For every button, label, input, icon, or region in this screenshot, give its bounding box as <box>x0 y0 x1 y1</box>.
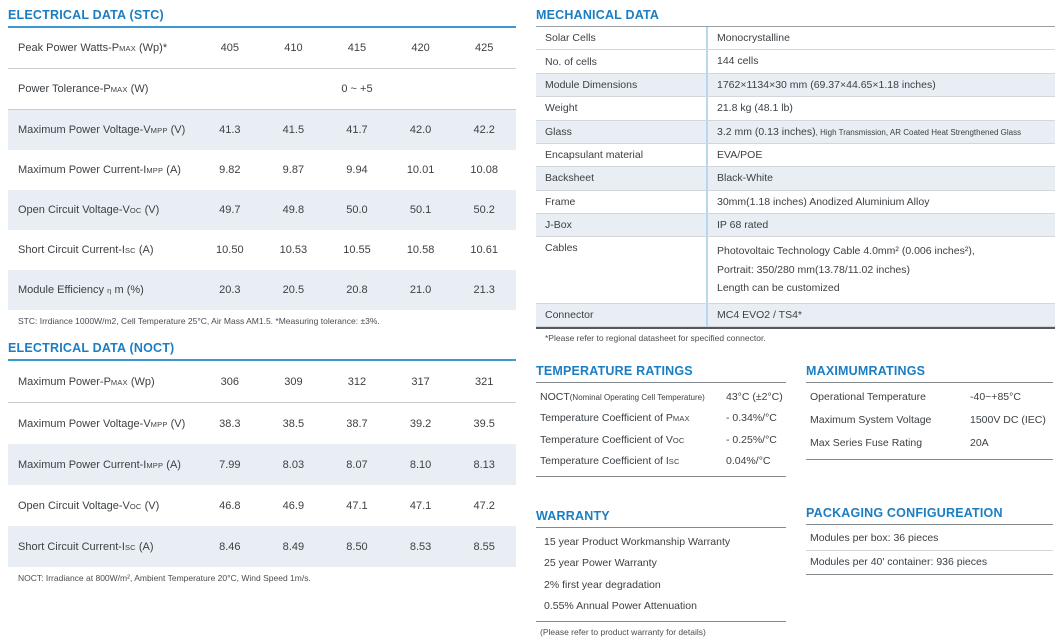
list-item: 25 year Power Warranty <box>544 557 657 570</box>
row-value: 10.01 <box>406 164 435 176</box>
stc-footnote: STC: Irrdiance 1000W/m2, Cell Temperature 25°C, Air Mass AM1.5. *Measuring tolerance: ±3%. <box>18 316 380 326</box>
row-value: 20.8 <box>346 284 368 296</box>
text-segment: (V) <box>167 417 186 430</box>
text-segment: 30mm(1.18 inches) Anodized Aluminium Alloy <box>717 195 930 208</box>
row-value-text <box>717 306 1055 324</box>
row-value: 20.3 <box>219 284 241 296</box>
row-value: 47.1 <box>409 499 432 512</box>
row-value <box>706 144 1055 166</box>
row-label: Weight <box>545 102 578 115</box>
row-value: 10.55 <box>343 244 371 256</box>
text-segment: Short Circuit Current-I <box>18 540 125 553</box>
row-label <box>540 455 726 467</box>
spec-row <box>8 361 516 403</box>
packaging-title: PACKAGING CONFIGUREATION <box>806 504 1053 525</box>
text-segment: 1762×1134×30 mm (69.37×44.65×1.18 inches) <box>717 78 936 91</box>
row-label <box>8 284 198 296</box>
row-label <box>8 500 198 512</box>
text-segment: MC4 EVO2 / TS4* <box>717 308 803 321</box>
spec-row <box>8 69 516 110</box>
warranty-footnote: (Please refer to product warranty for details) <box>540 626 706 637</box>
row-value-text <box>717 99 1055 117</box>
row-value-text <box>717 76 1055 94</box>
text-segment: (Nominal Operating Cell Temperature) <box>569 392 705 402</box>
row-value: 47.2 <box>473 499 495 512</box>
row-label <box>540 434 726 446</box>
row-label <box>8 42 198 54</box>
row-label: J-Box <box>545 219 572 232</box>
text-segment: MPP <box>146 460 164 470</box>
text-segment: SC <box>668 457 680 467</box>
list-item: 0.55% Annual Power Attenuation <box>544 600 697 613</box>
text-segment: Maximum Power Voltage-V <box>18 417 151 430</box>
row-label <box>8 204 198 216</box>
row-value: 309 <box>284 375 303 388</box>
row-label: Glass <box>545 125 572 138</box>
text-segment: Maximum Power Current-I <box>18 164 147 176</box>
text-segment: IP 68 rated <box>717 219 769 231</box>
row-value: 1500V DC (IEC) <box>970 414 1046 427</box>
row-label <box>810 414 970 426</box>
noct-title: ELECTRICAL DATA (NOCT) <box>8 339 516 361</box>
row-value: 10.58 <box>406 244 435 256</box>
row-value-text <box>717 123 1055 141</box>
spec-row <box>540 386 786 408</box>
text-segment: MPP <box>150 419 168 429</box>
text-segment: Black-White <box>717 172 774 185</box>
row-value: 9.87 <box>282 164 305 176</box>
row-value: 8.55 <box>473 540 495 553</box>
section-temperature-ratings <box>536 362 786 477</box>
row-value <box>706 191 1055 213</box>
row-value: 38.5 <box>282 417 305 430</box>
row-value: 420 <box>411 42 430 54</box>
row-value: 410 <box>284 42 303 54</box>
row-value: 8.49 <box>282 540 305 553</box>
section-mechanical <box>536 6 1055 343</box>
mechanical-row <box>536 167 1055 190</box>
text-segment: Maximum Power-P <box>18 375 111 388</box>
mechanical-table <box>536 26 1055 329</box>
row-label <box>8 124 198 136</box>
left-column <box>8 6 516 637</box>
row-label <box>810 437 970 449</box>
row-value <box>706 237 1055 302</box>
text-segment: (A) <box>135 540 154 553</box>
row-value: 46.9 <box>282 499 305 512</box>
row-label: Cables <box>545 242 578 255</box>
text-segment: (V) <box>141 204 160 216</box>
mechanical-row <box>536 214 1055 237</box>
temperature-title: TEMPERATURE RATINGS <box>536 362 786 383</box>
row-label <box>810 391 970 403</box>
row-value <box>706 74 1055 96</box>
row-value-text <box>717 169 1055 187</box>
text-segment: EVA/POE <box>717 148 763 161</box>
text-segment: SC <box>124 246 136 255</box>
row-value: 321 <box>474 375 494 388</box>
row-value <box>706 97 1055 119</box>
text-segment: OC <box>129 501 142 511</box>
row-label <box>8 541 198 553</box>
text-segment: Peak Power Watts-P <box>18 42 120 54</box>
row-value: 10.50 <box>216 244 244 256</box>
spec-row <box>8 403 516 444</box>
row-value-text <box>717 242 1055 297</box>
row-value: 46.8 <box>219 499 241 512</box>
row-value: 39.5 <box>473 417 495 430</box>
row-value-text <box>717 193 1055 211</box>
text-segment: 21.8 kg (48.1 lb) <box>717 102 793 115</box>
text-segment: Temperature Coefficient of V <box>540 433 673 446</box>
row-value: 8.07 <box>346 458 368 471</box>
row-value: 8.03 <box>282 458 305 471</box>
row-label: No. of cells <box>545 55 597 68</box>
mechanical-footnote: *Please refer to regional datasheet for specified connector. <box>545 332 766 343</box>
row-value-text <box>717 29 1055 47</box>
spec-row <box>8 526 516 567</box>
row-label: Solar Cells <box>545 32 596 45</box>
spec-row <box>810 386 1053 409</box>
row-value: 8.50 <box>346 540 368 553</box>
text-segment: MPP <box>150 126 168 135</box>
row-label <box>8 83 198 95</box>
text-segment: (A) <box>163 164 181 176</box>
row-value: 49.7 <box>219 204 241 216</box>
row-value: 50.0 <box>346 204 368 216</box>
text-segment: Max Series Fuse Rating <box>810 437 923 450</box>
mechanical-row <box>536 50 1055 73</box>
spec-row <box>8 28 516 69</box>
row-value: 41.3 <box>219 124 241 136</box>
mechanical-row <box>536 27 1055 50</box>
spec-row <box>8 444 516 485</box>
mechanical-row <box>536 304 1055 327</box>
row-value: 50.1 <box>409 204 432 216</box>
text-segment: (Wp) <box>127 375 155 388</box>
row-value: 10.53 <box>279 244 308 256</box>
noct-table <box>8 361 516 567</box>
row-value: 42.2 <box>473 124 495 136</box>
text-segment: MAX <box>672 414 690 424</box>
row-value: 21.0 <box>409 284 432 296</box>
mechanical-row <box>536 74 1055 97</box>
row-value: 10.08 <box>470 164 498 176</box>
packaging-list <box>806 525 1053 575</box>
row-value <box>706 304 1055 326</box>
spec-row <box>8 150 516 190</box>
mechanical-row <box>536 97 1055 120</box>
row-value: 0 ~ +5 <box>341 83 373 95</box>
text-segment: (Wp)* <box>135 42 168 54</box>
row-value: 312 <box>347 375 367 388</box>
row-label <box>8 418 198 430</box>
text-segment: Maximum Power Voltage-V <box>18 124 151 136</box>
row-label <box>8 244 198 256</box>
text-segment: MPP <box>146 166 164 175</box>
row-value: 317 <box>411 375 430 388</box>
lower-left-subcolumn <box>536 362 786 637</box>
list-item: Modules per 40' container: 936 pieces <box>806 551 1053 575</box>
spec-row <box>8 190 516 230</box>
text-segment: (V) <box>167 124 186 136</box>
text-segment: (W) <box>127 83 149 95</box>
row-label <box>540 391 726 403</box>
row-value: 306 <box>220 375 239 388</box>
section-electrical-noct <box>8 339 516 583</box>
row-value: 9.82 <box>219 164 241 176</box>
row-label <box>8 459 198 471</box>
row-label: Module Dimensions <box>545 78 638 91</box>
row-value: 8.53 <box>409 540 432 553</box>
maximum-table <box>806 383 1053 460</box>
row-value: 7.99 <box>219 458 241 471</box>
text-segment: MAX <box>110 377 128 387</box>
spec-row <box>8 485 516 526</box>
list-item: Modules per box: 36 pieces <box>806 527 1053 551</box>
row-value: 8.13 <box>473 458 495 471</box>
row-label: Backsheet <box>545 172 595 185</box>
mechanical-row <box>536 121 1055 144</box>
text-segment: Monocrystalline <box>717 32 790 44</box>
text-segment: Open Circuit Voltage-V <box>18 499 130 512</box>
text-segment: MAX <box>119 44 136 53</box>
text-segment: MAX <box>110 85 128 94</box>
text-segment: Open Circuit Voltage-V <box>18 204 130 216</box>
row-value <box>706 50 1055 72</box>
row-value: 39.2 <box>409 417 432 430</box>
row-value: 425 <box>474 42 494 54</box>
row-value: 20.5 <box>282 284 305 296</box>
row-label: Connector <box>545 308 594 321</box>
row-value: 9.94 <box>346 164 368 176</box>
row-value <box>706 167 1055 189</box>
mechanical-row <box>536 237 1055 303</box>
text-segment: Length can be customized <box>717 282 840 295</box>
list-item: 2% first year degradation <box>544 578 661 591</box>
row-value-text <box>717 52 1055 70</box>
row-value: 38.7 <box>346 417 368 430</box>
row-label: Encapsulant material <box>545 149 644 162</box>
row-label <box>8 376 198 388</box>
row-value: 38.3 <box>219 417 241 430</box>
text-segment: m (%) <box>111 284 144 296</box>
lower-right-subcolumn <box>806 362 1053 637</box>
stc-table <box>8 28 516 310</box>
noct-footnote: NOCT: Irradiance at 800W/m², Ambient Temperature 20°C, Wind Speed 1m/s. <box>18 573 311 583</box>
text-segment: SC <box>124 542 136 552</box>
section-warranty <box>536 507 786 637</box>
right-column <box>536 6 1055 637</box>
text-segment: (A) <box>163 458 181 471</box>
text-segment: Temperature Coefficient of P <box>540 412 673 425</box>
stc-title: ELECTRICAL DATA (STC) <box>8 6 516 28</box>
row-value: 10.61 <box>470 244 498 256</box>
lower-right-columns <box>536 362 1055 637</box>
row-value: - 0.25%/°C <box>726 433 777 446</box>
row-value: 415 <box>347 42 367 54</box>
list-item: 15 year Product Workmanship Warranty <box>544 535 731 548</box>
mechanical-title: MECHANICAL DATA <box>536 8 660 22</box>
maximum-title: MAXIMUMRATINGS <box>806 362 1053 383</box>
row-value <box>706 121 1055 143</box>
text-segment: , High Transmission, AR Coated Heat Strengthened Glass <box>815 127 1022 137</box>
row-label <box>540 412 726 424</box>
row-value-text <box>717 146 1055 164</box>
text-segment: Operational Temperature <box>810 391 926 404</box>
spec-row <box>540 450 786 472</box>
row-value: 47.1 <box>346 499 368 512</box>
mechanical-row <box>536 191 1055 214</box>
text-segment: Maximum Power Current-I <box>18 458 147 471</box>
text-segment: η <box>107 286 112 295</box>
row-value: 0.04%/°C <box>726 455 771 468</box>
row-value: -40~+85°C <box>970 391 1021 404</box>
row-value: 21.3 <box>473 284 495 296</box>
text-segment: (V) <box>141 499 160 512</box>
temperature-table <box>536 383 786 477</box>
row-value: 20A <box>970 437 989 450</box>
row-value: 42.0 <box>409 124 432 136</box>
text-segment: Maximum System Voltage <box>810 414 932 427</box>
text-segment: 3.2 mm (0.13 inches) <box>717 125 816 138</box>
row-value <box>706 214 1055 236</box>
text-segment: OC <box>672 435 685 445</box>
text-segment: OC <box>129 206 142 215</box>
text-segment: Temperature Coefficient of I <box>540 455 669 468</box>
spec-row <box>540 407 786 429</box>
spec-row <box>810 409 1053 432</box>
spec-row <box>810 432 1053 455</box>
spec-row <box>8 230 516 270</box>
section-packaging <box>806 504 1053 575</box>
row-value <box>706 27 1055 49</box>
text-segment: Short Circuit Current-I <box>18 244 125 256</box>
section-electrical-stc <box>8 6 516 326</box>
row-value: 8.10 <box>409 458 432 471</box>
spec-row <box>540 429 786 451</box>
text-segment: Portrait: 350/280 mm(13.78/11.02 inches) <box>717 263 910 276</box>
text-segment: (A) <box>135 244 154 256</box>
text-segment: Power Tolerance-P <box>18 83 111 95</box>
warranty-list <box>536 528 786 622</box>
row-value: 8.46 <box>219 540 241 553</box>
row-value: 43°C (±2°C) <box>726 390 783 403</box>
text-segment: Module Efficiency <box>18 284 108 296</box>
text-segment: NOCT <box>540 390 570 403</box>
row-value: 41.7 <box>346 124 368 136</box>
spec-row <box>8 270 516 310</box>
row-label: Frame <box>545 195 576 208</box>
text-segment: 144 cells <box>717 55 759 68</box>
row-value: 41.5 <box>282 124 305 136</box>
warranty-title: WARRANTY <box>536 507 786 528</box>
row-value: 50.2 <box>473 204 495 216</box>
section-maximum-ratings <box>806 362 1053 460</box>
text-segment: Photovoltaic Technology Cable 4.0mm² (0.006 inches²), <box>717 245 975 258</box>
row-value: 405 <box>220 42 239 54</box>
spec-row <box>8 110 516 150</box>
row-value: 49.8 <box>282 204 305 216</box>
row-value-text <box>717 216 1055 234</box>
row-label <box>8 164 198 176</box>
mechanical-row <box>536 144 1055 167</box>
row-value: - 0.34%/°C <box>726 412 777 425</box>
